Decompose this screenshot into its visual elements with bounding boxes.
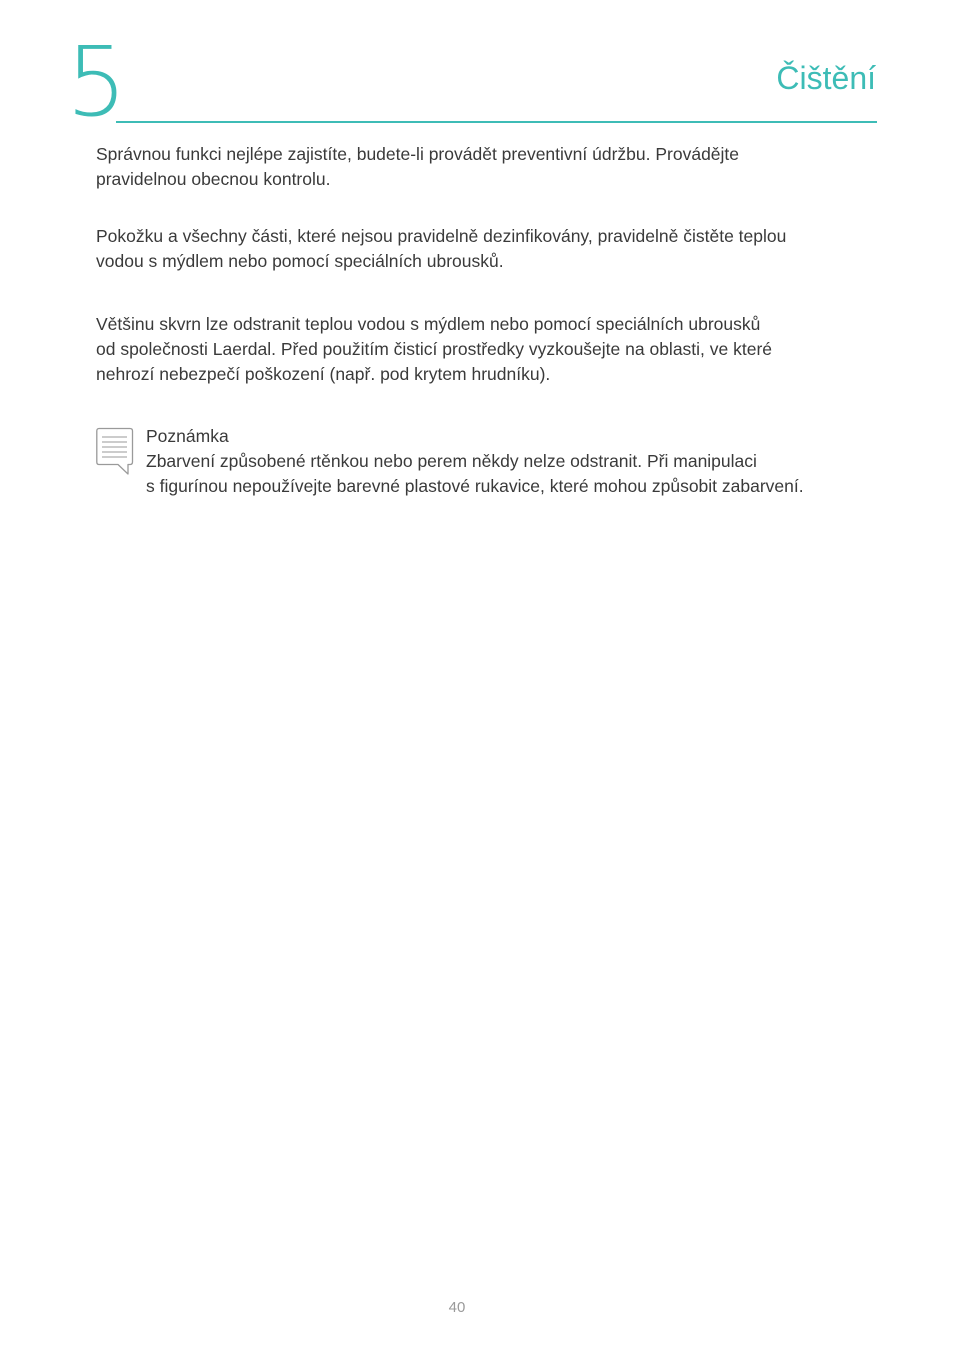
paragraph-skin-cleaning [96,224,856,274]
paragraph-line: Pokožku a všechny části, které nejsou pravidelně dezinfikovány, pravidelně čistěte teplou [96,226,787,246]
paragraph-maintenance [96,142,856,192]
paragraph-line: Většinu skvrn lze odstranit teplou vodou s mýdlem nebo pomocí speciálních ubrousků [96,314,761,334]
paragraph-line: od společnosti Laerdal. Před použitím čisticí prostředky vyzkoušejte na oblasti, ve které [96,339,773,359]
note-text [146,424,804,499]
note-line: s figurínou nepoužívejte barevné plastové rukavice, které mohou způsobit zabarvení. [146,476,804,496]
paragraph-line: pravidelnou obecnou kontrolu. [96,169,331,189]
paragraph-line: nehrozí nebezpečí poškození (např. pod krytem hrudníku). [96,364,551,384]
note-line: Zbarvení způsobené rtěnkou nebo perem někdy nelze odstranit. Při manipulaci [146,451,757,471]
chapter-title: Čištění [776,60,876,96]
paragraph-line: Správnou funkci nejlépe zajistíte, budete-li provádět preventivní údržbu. Provádějte [96,144,740,164]
paragraph-line: vodou s mýdlem nebo pomocí speciálních ubrousků. [96,251,504,271]
note-heading: Poznámka [146,426,229,446]
page-number: 40 [448,1299,466,1316]
title-divider [116,121,877,123]
paragraph-stain-removal [96,312,856,387]
note-speech-bubble-icon [96,427,134,475]
chapter-number: 5 [66,26,126,138]
